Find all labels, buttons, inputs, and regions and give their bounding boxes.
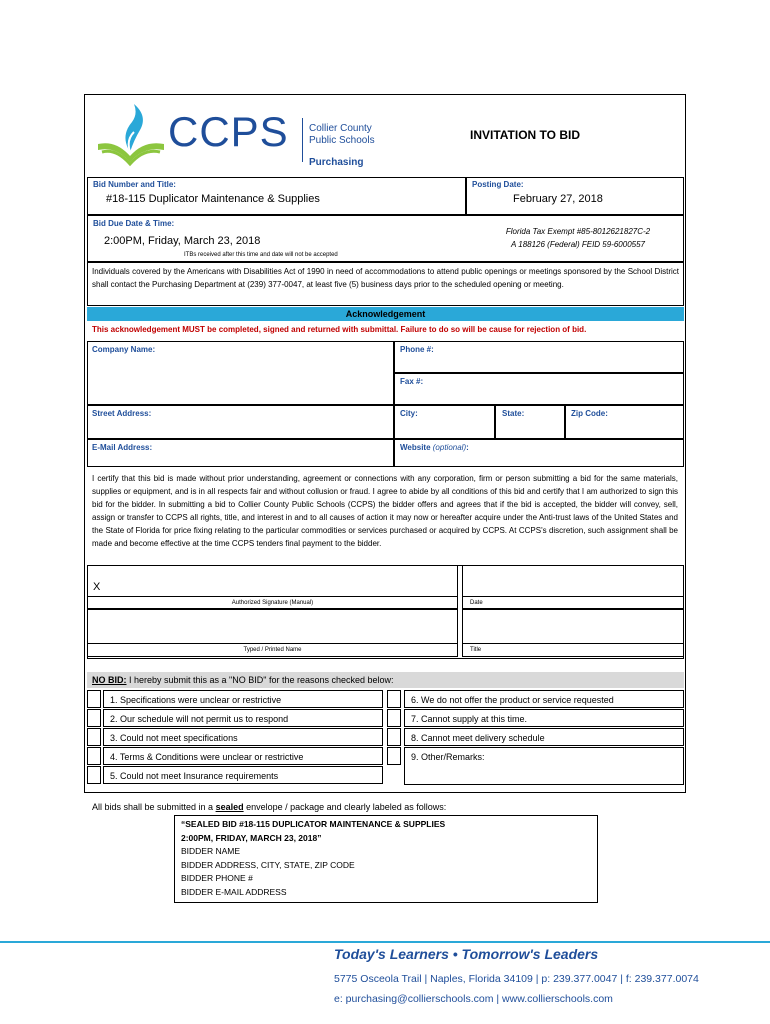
no-bid-text: I hereby submit this as a "NO BID" for the reasons checked below: — [126, 675, 394, 685]
signature-label: Authorized Signature (Manual) — [231, 600, 314, 606]
footer-tagline: Today's Learners • Tomorrow's Leaders — [334, 946, 599, 962]
label-line: “SEALED BID #18-115 DUPLICATOR MAINTENANCE & SUPPLIES — [181, 819, 446, 829]
label-line: BIDDER NAME — [181, 846, 241, 856]
no-bid-checkbox[interactable] — [387, 747, 401, 765]
no-bid-reason: 2. Our schedule will not permit us to respond — [103, 709, 383, 727]
website-label — [400, 443, 469, 452]
zip-code-label: Zip Code: — [571, 409, 608, 418]
ada-notice: Individuals covered by the Americans with Disabilities Act of 1990 in need of accommodations to attend public openings or meetings sponsored by the School District shall contact the Purchasing Department at (239) 377-0047, at least five (5) business days prior to the scheduled opening or meeting. — [92, 267, 679, 289]
footer-address: 5775 Osceola Trail | Naples, Florida 34109 | p: 239.377.0047 | f: 239.377.0074 — [334, 973, 699, 985]
no-bid-reason: 7. Cannot supply at this time. — [404, 709, 684, 727]
title-label: Title — [470, 647, 482, 653]
no-bid-checkbox[interactable] — [87, 766, 101, 784]
due-date-value: 2:00PM, Friday, March 23, 2018 — [104, 235, 261, 247]
label-line: BIDDER PHONE # — [181, 873, 253, 883]
company-name-label: Company Name: — [92, 345, 156, 354]
signature-date-field[interactable] — [462, 565, 684, 609]
due-date-note: ITBs received after this time and date will not be accepted — [184, 252, 338, 258]
bid-number-label: Bid Number and Title: — [93, 180, 176, 189]
label-line: BIDDER ADDRESS, CITY, STATE, ZIP CODE — [181, 859, 355, 870]
no-bid-reason: 8. Cannot meet delivery schedule — [404, 728, 684, 746]
acknowledgement-heading: Acknowledgement — [87, 307, 684, 321]
title-line — [462, 643, 684, 644]
tax-info-line1: Florida Tax Exempt #85-8012621827C-2 — [505, 227, 651, 236]
website-optional: (optional) — [432, 443, 467, 452]
submission-pre: All bids shall be submitted in a — [92, 802, 216, 812]
document-title: INVITATION TO BID — [470, 128, 580, 142]
label-line: BIDDER E-MAIL ADDRESS — [181, 886, 287, 897]
logo-dept: Purchasing — [309, 157, 364, 168]
logo-brand: CCPS — [168, 108, 289, 155]
state-label: State: — [502, 409, 525, 418]
no-bid-heading-bar — [87, 672, 684, 688]
date-label: Date — [470, 600, 483, 606]
logo-divider — [302, 118, 303, 162]
city-label: City: — [400, 409, 418, 418]
no-bid-reason: 3. Could not meet specifications — [103, 728, 383, 746]
due-date-label: Bid Due Date & Time: — [93, 219, 175, 228]
posting-date-value: February 27, 2018 — [513, 193, 603, 205]
printed-name-label: Typed / Printed Name — [243, 647, 302, 653]
acknowledgement-warning: This acknowledgement MUST be completed, signed and returned with submittal. Failure to do so will be cause for rejection of bid. — [92, 325, 587, 334]
no-bid-checkbox[interactable] — [387, 690, 401, 708]
printed-name-line — [87, 643, 458, 644]
posting-date-label: Posting Date: — [472, 180, 524, 189]
phone-field[interactable] — [394, 341, 684, 373]
no-bid-reason: 4. Terms & Conditions were unclear or restrictive — [103, 747, 383, 765]
no-bid-label: NO BID: — [92, 675, 127, 685]
bid-number-value: #18-115 Duplicator Maintenance & Supplies — [106, 193, 320, 205]
no-bid-reason: 9. Other/Remarks: — [404, 747, 684, 785]
submission-post: envelope / package and clearly labeled as follows: — [243, 802, 447, 812]
no-bid-checkbox[interactable] — [87, 747, 101, 765]
ccps-logo — [96, 100, 301, 170]
logo-org-line2: Public Schools — [309, 135, 375, 146]
submission-instruction — [92, 802, 446, 812]
logo-org-line1: Collier County — [309, 123, 372, 134]
signature-x-mark: X — [93, 581, 101, 593]
submission-sealed: sealed — [215, 802, 244, 812]
no-bid-checkbox[interactable] — [87, 728, 101, 746]
website-colon: : — [466, 443, 469, 452]
no-bid-reason: 1. Specifications were unclear or restrictive — [103, 690, 383, 708]
street-address-label: Street Address: — [92, 409, 152, 418]
book-flame-icon — [96, 100, 166, 170]
tax-info-line2: A 188126 (Federal) FEID 59-6000557 — [510, 240, 645, 249]
fax-label: Fax #: — [400, 377, 424, 386]
date-line — [462, 596, 684, 597]
website-label-text: Website — [400, 443, 431, 452]
no-bid-reason: 6. We do not offer the product or service requested — [404, 690, 684, 708]
no-bid-checkbox[interactable] — [387, 728, 401, 746]
signature-line — [87, 596, 458, 597]
label-line: 2:00PM, FRIDAY, MARCH 23, 2018” — [181, 832, 322, 843]
footer-rule — [0, 941, 770, 943]
phone-label: Phone #: — [400, 345, 434, 354]
footer-contact: e: purchasing@collierschools.com | www.collierschools.com — [334, 993, 613, 1005]
title-field[interactable] — [462, 609, 684, 657]
certification-text: I certify that this bid is made without prior understanding, agreement or connections with any corporation, firm or person submitting a bid for the same materials, supplies or equipment, and is in all respects fair and without collusion or fraud. I agree to abide by all conditions of this bid and certify that I am authorized to sign this bid for the bidder. In submitting a bid to Collier County Public Schools (CCPS) the bidder offers and agrees that if the bid is accepted, the bidder will convey, sell, assign or transfer to CCPS all rights, title, and interest in and to all causes of action it may now or hereafter acquire under the Anti-trust laws of the United States and the State of Florida for price fixing relating to the particular commodities or services purchased or acquired by CCPS. At CCPS's discretion, such assignment shall be made and become effective at the time CCPS tenders final payment to the bidder. — [92, 474, 678, 548]
fax-field[interactable] — [394, 373, 684, 405]
no-bid-checkbox[interactable] — [387, 709, 401, 727]
no-bid-reason: 5. Could not meet Insurance requirements — [103, 766, 383, 784]
no-bid-checkbox[interactable] — [87, 690, 101, 708]
email-label: E-Mail Address: — [92, 443, 153, 452]
no-bid-checkbox[interactable] — [87, 709, 101, 727]
